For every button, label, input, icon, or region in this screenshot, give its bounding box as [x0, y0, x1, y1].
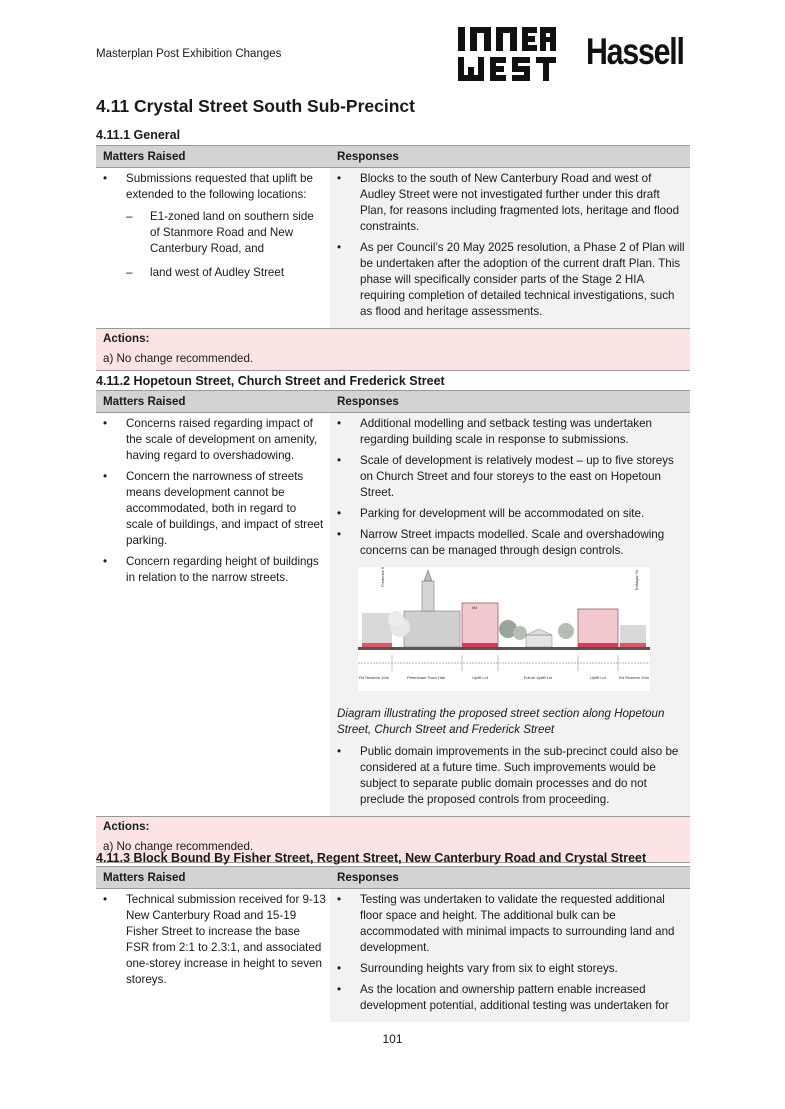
matters-header: Matters Raised [96, 867, 330, 889]
list-item: • Technical submission received for 9-13 New Canterbury Road and 15-19 Fisher Street to increase the base FSR from 2:1 to 2.3:1, and associated one-storey increase in height to seven storeys. [126, 892, 326, 988]
table-header-row [96, 391, 690, 413]
responses-cell [330, 168, 690, 329]
subsection-title-fisher: 4.11.3 Block Bound By Fisher Street, Regent Street, New Canterbury Road and Crystal Street [96, 851, 647, 865]
table-header-row [96, 146, 690, 168]
matters-cell [96, 168, 330, 329]
inner-west-logo [458, 27, 558, 81]
general-table [96, 145, 690, 371]
list-item: • Submissions requested that uplift be extended to the following locations: – E1-zoned land on southern side of Stanmore Road and New Canterbury Road, and – land west of Audley Street [126, 171, 326, 281]
sub-list-item: – land west of Audley Street [150, 265, 326, 281]
list-item: • Concerns raised regarding impact of the scale of development on amenity, having regard to overshadowing. [126, 416, 326, 464]
list-item: • Surrounding heights vary from six to eight storeys. [360, 961, 686, 977]
subsection-title-hopetoun: 4.11.2 Hopetoun Street, Church Street and Frederick Street [96, 374, 445, 388]
diagram-street-label: Frederick St [380, 567, 385, 587]
diagram-label: Future Uplift Lot [523, 675, 553, 680]
diagram-label: Uplift Lot [472, 675, 488, 680]
diagram-street-label: Trafalgar St [634, 570, 639, 591]
matters-header: Matters Raised [96, 391, 330, 413]
action-text: a) No change recommended. [103, 352, 254, 365]
fisher-table [96, 866, 690, 1022]
hopetoun-table [96, 390, 690, 863]
matters-cell [96, 889, 330, 1023]
diagram-label: Petersham Town Hall [407, 675, 445, 680]
section-heading: 4.11 Crystal Street South Sub-Precinct [96, 96, 415, 116]
diagram-label: Uplift Lot [590, 675, 606, 680]
list-item: • Concern the narrowness of streets means development cannot be accommodated, both in regard to scale of buildings, and impact of street parking. [126, 469, 326, 549]
table-row [96, 168, 690, 329]
action-text: a) No change recommended. [103, 840, 254, 853]
list-item: • Blocks to the south of New Canterbury Road and west of Audley Street were not investigated further under this draft Plan, for reasons including fragmented lots, heritage and flood constraints. [360, 171, 686, 235]
diagram-label: Rd Reserve 10m [618, 675, 650, 680]
list-item: • Parking for development will be accommodated on site. [360, 506, 686, 522]
diagram-label: Rd Reserve 10m [358, 675, 390, 680]
list-item: • Narrow Street impacts modelled. Scale and overshadowing concerns can be managed through design controls. [360, 527, 686, 559]
responses-header: Responses [330, 146, 690, 168]
table-row [96, 889, 690, 1023]
responses-cell [330, 889, 690, 1023]
matters-cell [96, 413, 330, 817]
table-row [96, 413, 690, 817]
table-header-row [96, 867, 690, 889]
list-item: • As the location and ownership pattern enable increased development potential, additional testing was undertaken for [360, 982, 686, 1014]
list-item: • Scale of development is relatively modest – up to five storeys on Church Street and four storeys to the east on Hopetoun Street. [360, 453, 686, 501]
responses-header: Responses [330, 391, 690, 413]
street-section-diagram [358, 567, 650, 691]
diagram-caption: Diagram illustrating the proposed street section along Hopetoun Street, Church Street and Frederick Street [337, 707, 665, 736]
actions-label: Actions: [103, 332, 150, 345]
list-item: • Testing was undertaken to validate the requested additional floor space and height. The additional bulk can be accommodated with minimal impacts to surrounding land and development. [360, 892, 686, 956]
responses-cell [330, 413, 690, 817]
diagram-setback-label: 6M [472, 606, 477, 610]
actions-label: Actions: [103, 820, 150, 833]
sub-list-item: – E1-zoned land on southern side of Stanmore Road and New Canterbury Road, and [150, 209, 326, 257]
list-item: • Concern regarding height of buildings in relation to the narrow streets. [126, 554, 326, 586]
list-item: • As per Council’s 20 May 2025 resolution, a Phase 2 of Plan will be undertaken after the adoption of the current draft Plan. This phase will specifically consider parts of the Stage 2 HIA requiring completion of detailed technical investigations, such as flood and heritage assessments. [360, 240, 686, 320]
actions-row [96, 329, 690, 371]
list-item: • Public domain improvements in the sub-precinct could also be considered at a future time. Such improvements would be subject to separate public domain processes and do not preclude the proposed controls from proceeding. [360, 744, 686, 808]
responses-header: Responses [330, 867, 690, 889]
subsection-title-general: 4.11.1 General [96, 128, 181, 142]
matters-header: Matters Raised [96, 146, 330, 168]
page-number: 101 [382, 1032, 403, 1046]
list-item: • Additional modelling and setback testing was undertaken regarding building scale in response to submissions. [360, 416, 686, 448]
document-title: Masterplan Post Exhibition Changes [96, 48, 282, 60]
hassell-logo: Hassell [586, 31, 684, 72]
